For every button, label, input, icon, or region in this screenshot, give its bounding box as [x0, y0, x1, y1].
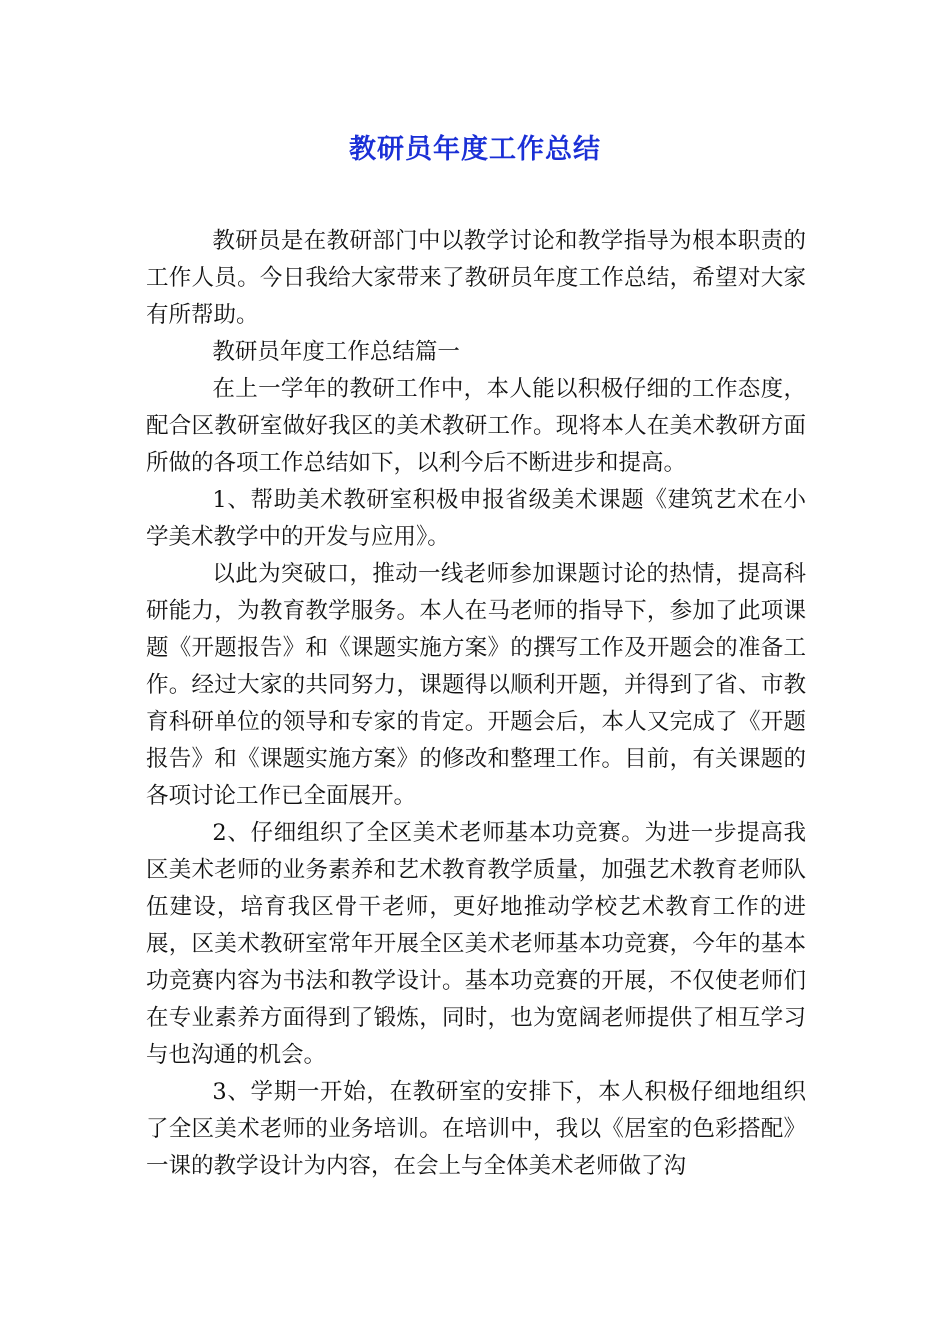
- paragraph-item-1: 1、帮助美术教研室积极申报省级美术课题《建筑艺术在小学美术教学中的开发与应用》。: [146, 487, 806, 550]
- paragraph-intro: 教研员是在教研部门中以教学讨论和教学指导为根本职责的工作人员。今日我给大家带来了教研员年度工作总结，希望对大家有所帮助。: [146, 228, 806, 328]
- paragraph-overview: 在上一学年的教研工作中，本人能以积极仔细的工作态度，配合区教研室做好我区的美术教研工作。现将本人在美术教研方面所做的各项工作总结如下，以利今后不断进步和提高。: [146, 376, 806, 476]
- paragraph-item-3: 3、学期一开始，在教研室的安排下，本人积极仔细地组织了全区美术老师的业务培训。在培训中，我以《居室的色彩搭配》一课的教学设计为内容，在会上与全体美术老师做了沟: [146, 1079, 806, 1179]
- paragraph-item-2: 2、仔细组织了全区美术老师基本功竞赛。为进一步提高我区美术老师的业务素养和艺术教育教学质量，加强艺术教育老师队伍建设，培育我区骨干老师，更好地推动学校艺术教育工作的进展，区美术教研室常年开展全区美术老师基本功竞赛，今年的基本功竞赛内容为书法和教学设计。基本功竞赛的开展，不仅使老师们在专业素养方面得到了锻炼，同时，也为宽阔老师提供了相互学习与也沟通的机会。: [146, 820, 806, 1068]
- document-body: [146, 223, 806, 1185]
- document-title: 教研员年度工作总结: [349, 134, 601, 165]
- paragraph-item-1-detail: 以此为突破口，推动一线老师参加课题讨论的热情，提高科研能力，为教育教学服务。本人在马老师的指导下，参加了此项课题《开题报告》和《课题实施方案》的撰写工作及开题会的准备工作。经过大家的共同努力，课题得以顺利开题，并得到了省、市教育科研单位的领导和专家的肯定。开题会后，本人又完成了《开题报告》和《课题实施方案》的修改和整理工作。目前，有关课题的各项讨论工作已全面展开。: [146, 561, 806, 809]
- section-heading: 教研员年度工作总结篇一: [212, 339, 460, 365]
